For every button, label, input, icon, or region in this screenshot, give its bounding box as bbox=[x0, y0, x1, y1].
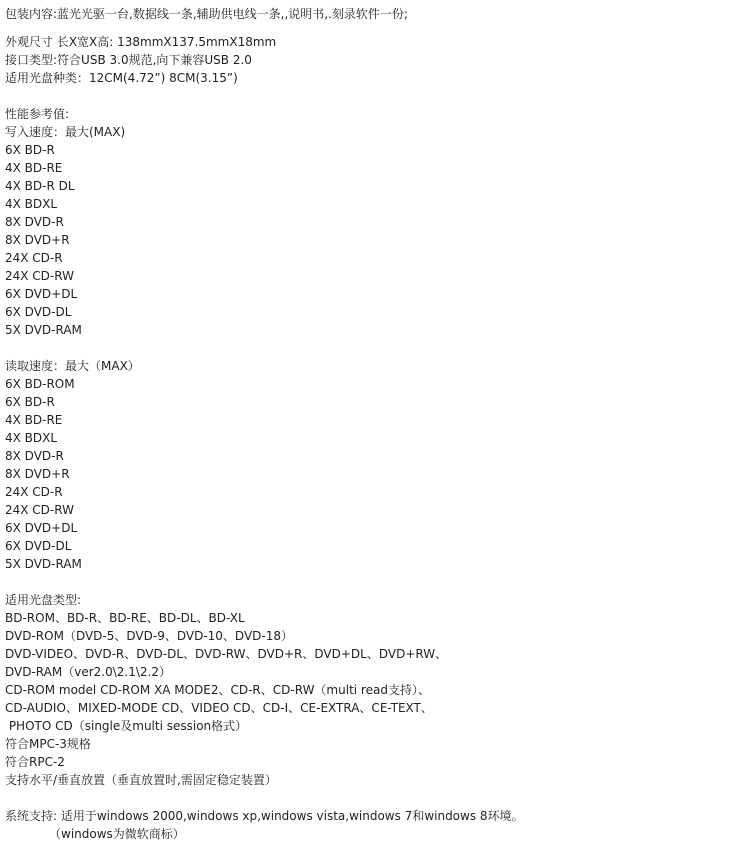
write-speed-item: 4X BD-RE bbox=[5, 161, 63, 175]
read-speed-item: 6X BD-ROM bbox=[5, 377, 75, 391]
write-speed-list bbox=[5, 141, 745, 339]
write-speed-item: 6X DVD+DL bbox=[5, 287, 78, 301]
disc-type-line: 支持水平/垂直放置（垂直放置时,需固定稳定装置） bbox=[5, 773, 277, 787]
write-speed-item: 8X DVD+R bbox=[5, 233, 70, 247]
package-contents: 包装内容:蓝光光驱一台,数据线一条,辅助供电线一条,,说明书,.刻录软件一份; bbox=[5, 7, 408, 21]
read-speed-item: 6X DVD+DL bbox=[5, 521, 78, 535]
disc-type-line: 符合MPC-3规格 bbox=[5, 737, 91, 751]
disc-types-title: 适用光盘类型: bbox=[5, 593, 82, 607]
read-speed-item: 6X BD-R bbox=[5, 395, 55, 409]
read-speed-item: 4X BDXL bbox=[5, 431, 58, 445]
disc-type-line: BD-ROM、BD-R、BD-RE、BD-DL、BD-XL bbox=[5, 611, 245, 625]
disc-type-line: DVD-VIDEO、DVD-R、DVD-DL、DVD-RW、DVD+R、DVD+DL、DVD+RW、 bbox=[5, 647, 448, 661]
disc-type-line: 符合RPC-2 bbox=[5, 755, 65, 769]
write-speed-item: 24X CD-RW bbox=[5, 269, 74, 283]
read-speed-item: 4X BD-RE bbox=[5, 413, 63, 427]
disc-type-line: DVD-RAM（ver2.0\2.1\2.2） bbox=[5, 665, 171, 679]
disc-type-line: DVD-ROM（DVD-5、DVD-9、DVD-10、DVD-18） bbox=[5, 629, 293, 643]
spec-interface: 接口类型:符合USB 3.0规范,向下兼容USB 2.0 bbox=[5, 53, 252, 67]
read-speed-list bbox=[5, 375, 745, 573]
disc-type-line: PHOTO CD（single及multi session格式） bbox=[5, 719, 248, 733]
spacer bbox=[5, 789, 745, 807]
read-speed-item: 8X DVD+R bbox=[5, 467, 70, 481]
write-speed-item: 6X BD-R bbox=[5, 143, 55, 157]
read-speed-item: 8X DVD-R bbox=[5, 449, 64, 463]
disc-type-line: CD-AUDIO、MIXED-MODE CD、VIDEO CD、CD-I、CE-EXTRA、CE-TEXT、 bbox=[5, 701, 433, 715]
read-speed-item: 6X DVD-DL bbox=[5, 539, 72, 553]
write-speed-item: 4X BDXL bbox=[5, 197, 58, 211]
read-speed-item: 24X CD-RW bbox=[5, 503, 74, 517]
spacer bbox=[5, 339, 745, 357]
write-speed-item: 6X DVD-DL bbox=[5, 305, 72, 319]
spacer bbox=[5, 87, 745, 105]
spacer bbox=[5, 23, 745, 33]
write-speed-title: 写入速度：最大(MAX) bbox=[5, 125, 126, 139]
write-speed-item: 8X DVD-R bbox=[5, 215, 64, 229]
read-speed-title: 读取速度：最大（MAX） bbox=[5, 359, 140, 373]
write-speed-item: 24X CD-R bbox=[5, 251, 63, 265]
read-speed-item: 5X DVD-RAM bbox=[5, 557, 82, 571]
spacer bbox=[5, 573, 745, 591]
trademark-note: （windows为微软商标） bbox=[49, 827, 185, 841]
disc-types-list bbox=[5, 609, 745, 789]
spec-size: 外观尺寸 长X宽X高: 138mmX137.5mmX18mm bbox=[5, 35, 277, 49]
performance-title: 性能参考值: bbox=[5, 107, 70, 121]
system-support: 系统支持: 适用于windows 2000,windows xp,windows vista,windows 7和windows 8环境。 bbox=[5, 809, 524, 823]
product-spec-document bbox=[5, 5, 745, 843]
read-speed-item: 24X CD-R bbox=[5, 485, 63, 499]
spec-disc-size: 适用光盘种类：12CM(4.72”) 8CM(3.15”) bbox=[5, 71, 238, 85]
disc-type-line: CD-ROM model CD-ROM XA MODE2、CD-R、CD-RW（multi read支持）、 bbox=[5, 683, 430, 697]
write-speed-item: 5X DVD-RAM bbox=[5, 323, 82, 337]
write-speed-item: 4X BD-R DL bbox=[5, 179, 75, 193]
